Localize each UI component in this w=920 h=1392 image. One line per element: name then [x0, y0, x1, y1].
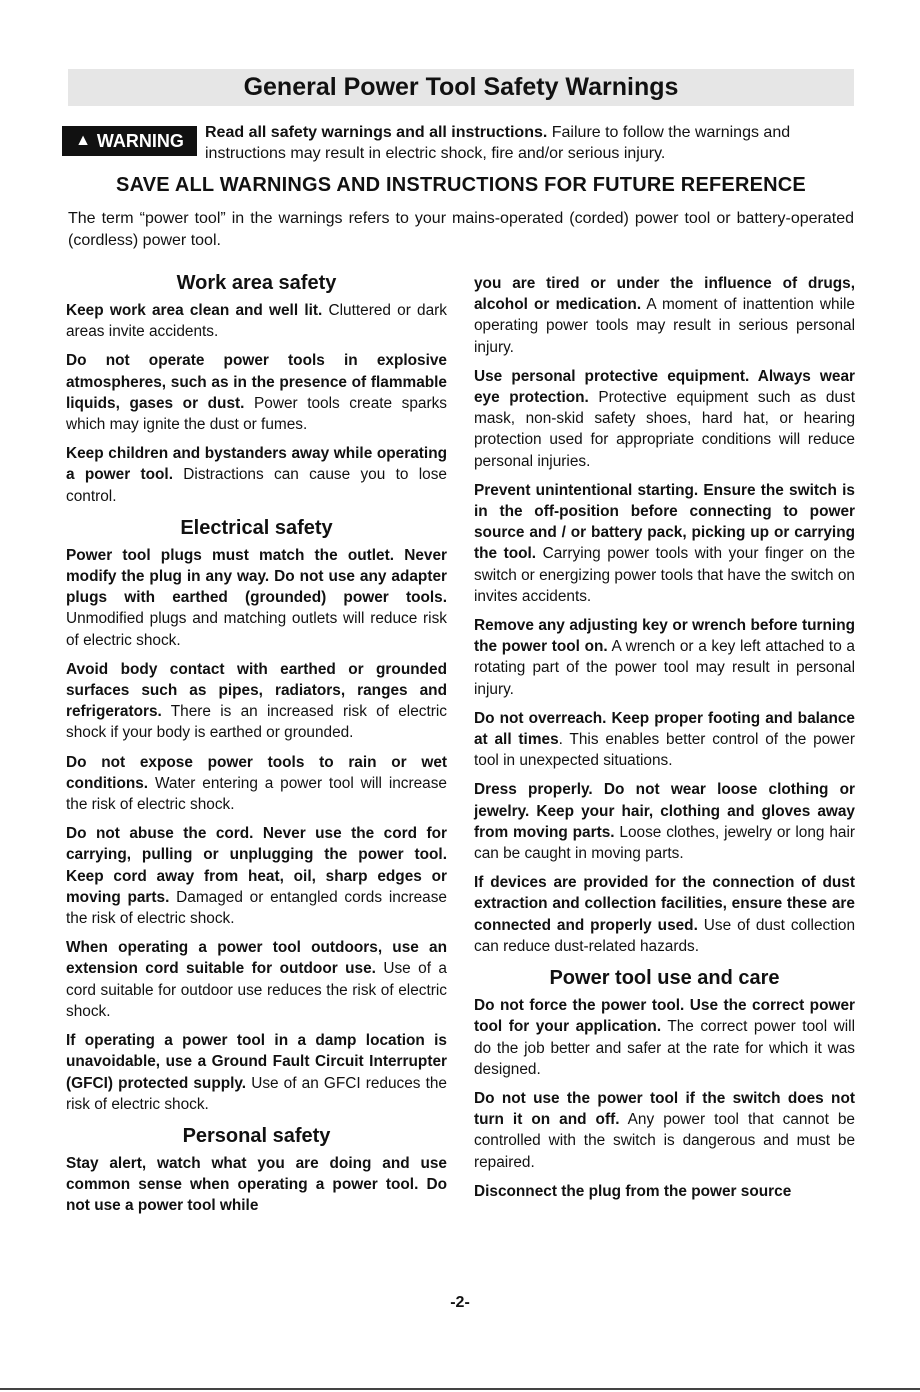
warning-badge-label: WARNING	[96, 130, 184, 151]
paragraph: Do not overreach. Keep proper footing and balance at all times. This enables better control of the power tool in unexpected situations.	[474, 709, 855, 770]
paragraph: Do not force the power tool. Use the correct power tool for your application. The correct power tool will do the job better and safer at the rate for which it was designed.	[474, 997, 855, 1078]
bottom-divider	[0, 1388, 920, 1390]
warning-body: Failure to follow the warnings and instructions may result in electric shock, fire and/or serious injury.	[205, 124, 791, 162]
left-column	[66, 270, 447, 1225]
paragraph: Prevent unintentional starting. Ensure the switch is in the off-position before connecting to power source and / or battery pack, picking up or carrying the tool. Carrying power tools with your finger on the switch or energizing power tools that have the switch on invites accidents.	[474, 481, 856, 605]
paragraph: Do not operate power tools in explosive atmospheres, such as in the presence of flammable liquids, gases or dust. Power tools create sparks which may ignite the dust or fumes.	[66, 352, 447, 434]
paragraph: Power tool plugs must match the outlet. Never modify the plug in any way. Do not use any adapter plugs with earthed (grounded) power tools. Unmodified plugs and matching outlets will reduce risk of electric shock.	[66, 546, 447, 649]
warning-triangle-icon: ▲	[75, 132, 91, 149]
section-heading-tool-use: Power tool use and care	[549, 967, 780, 990]
paragraph: Keep work area clean and well lit. Cluttered or dark areas invite accidents.	[66, 302, 448, 341]
paragraph: If operating a power tool in a damp location is unavoidable, use a Ground Fault Circuit Interrupter (GFCI) protected supply. Use of an GFCI reduces the risk of electric shock.	[66, 1032, 447, 1113]
paragraph: Remove any adjusting key or wrench before turning the power tool on. A wrench or a key left attached to a rotating part of the power tool may result in personal injury.	[474, 617, 855, 698]
page-title: General Power Tool Safety Warnings	[68, 69, 854, 106]
paragraph: Use personal protective equipment. Always wear eye protection. Protective equipment such as dust mask, non-skid safety shoes, hard hat, or hearing protection used for appropriate conditions will reduce personal injuries.	[474, 367, 855, 470]
paragraph: Dress properly. Do not wear loose clothing or jewelry. Keep your hair, clothing and gloves away from moving parts. Loose clothes, jewelry or long hair can be caught in moving parts.	[474, 781, 855, 863]
warning-badge	[62, 126, 197, 156]
section-heading-work-area: Work area safety	[176, 272, 337, 294]
paragraph: Do not abuse the cord. Never use the cord for carrying, pulling or unplugging the power tool. Keep cord away from heat, oil, sharp edges or moving parts. Damaged or entangled cords increase the risk of electric shock.	[66, 825, 447, 928]
intro-paragraph: The term “power tool” in the warnings refers to your mains-operated (corded) power tool or battery-operated (cordless) power tool.	[68, 210, 854, 249]
section-heading-electrical: Electrical safety	[180, 516, 333, 539]
right-column	[474, 273, 855, 1210]
page-number: -2-	[450, 1294, 470, 1311]
paragraph: When operating a power tool outdoors, use an extension cord suitable for outdoor use. Use of a cord suitable for outdoor use reduces the risk of electric shock.	[66, 939, 447, 1020]
paragraph: Avoid body contact with earthed or grounded surfaces such as pipes, radiators, ranges and refrigerators. There is an increased risk of electric shock if your body is earthed or grounded.	[66, 660, 447, 742]
paragraph: Stay alert, watch what you are doing and use common sense when operating a power tool. Do not use a power tool while	[66, 1154, 447, 1215]
paragraph: Do not use the power tool if the switch does not turn it on and off. Any power tool that cannot be controlled with the switch is dangerous and must be repaired.	[474, 1089, 855, 1171]
paragraph: If devices are provided for the connection of dust extraction and collection facilities, ensure these are connected and properly used. Use of dust collection can reduce dust-related hazards.	[474, 874, 856, 955]
paragraph: Disconnect the plug from the power source	[474, 1182, 792, 1200]
warning-bold: Read all safety warnings and all instructions.	[205, 124, 548, 141]
section-heading-personal: Personal safety	[182, 1124, 331, 1147]
paragraph: you are tired or under the influence of drugs, alcohol or medication. A moment of inattention while operating power tools may result in serious personal injury.	[474, 275, 855, 356]
save-instructions-heading: SAVE ALL WARNINGS AND INSTRUCTIONS FOR FUTURE REFERENCE	[116, 174, 806, 196]
paragraph: Do not expose power tools to rain or wet conditions. Water entering a power tool will increase the risk of electric shock.	[66, 753, 447, 814]
paragraph: Keep children and bystanders away while operating a power tool. Distractions can cause you to lose control.	[66, 445, 447, 505]
warning-text	[205, 122, 857, 164]
